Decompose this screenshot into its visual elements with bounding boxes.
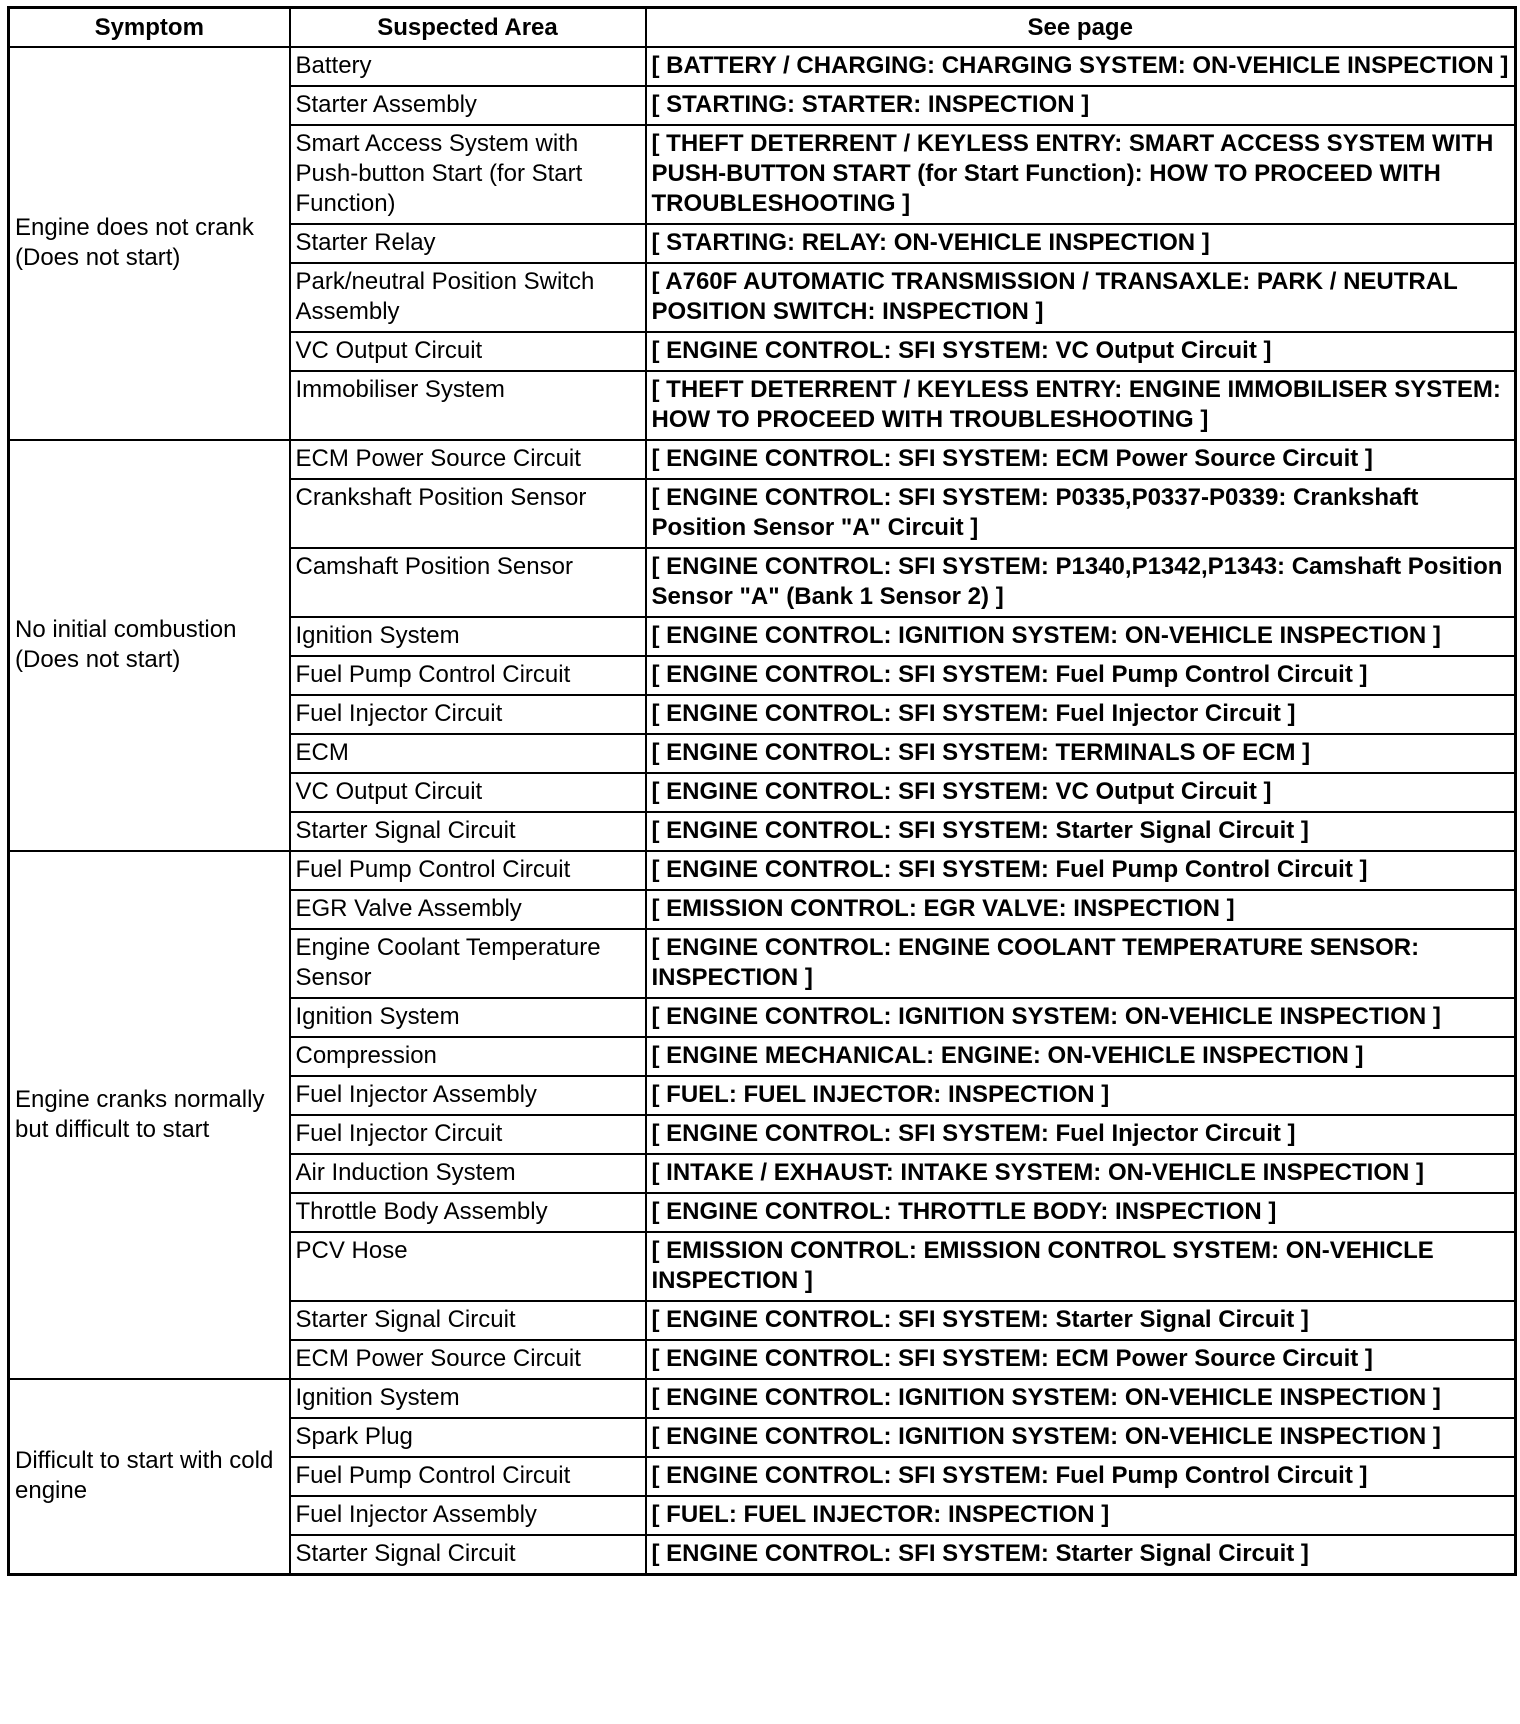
suspected-area-cell: Ignition System — [290, 998, 646, 1037]
symptom-cell: No initial combustion (Does not start) — [9, 440, 290, 851]
suspected-area-cell: EGR Valve Assembly — [290, 890, 646, 929]
suspected-area-cell: Camshaft Position Sensor — [290, 548, 646, 617]
see-page-cell: [ THEFT DETERRENT / KEYLESS ENTRY: SMART ACCESS SYSTEM WITH PUSH-BUTTON START (for Start Function): HOW TO PROCEED WITH TROUBLESHOOTING ] — [646, 125, 1516, 224]
header-row — [9, 8, 1516, 48]
see-page-cell: [ ENGINE MECHANICAL: ENGINE: ON-VEHICLE INSPECTION ] — [646, 1037, 1516, 1076]
suspected-area-cell: Starter Signal Circuit — [290, 812, 646, 851]
see-page-cell: [ ENGINE CONTROL: SFI SYSTEM: Fuel Injector Circuit ] — [646, 1115, 1516, 1154]
suspected-area-cell: ECM Power Source Circuit — [290, 440, 646, 479]
table-row — [9, 47, 1516, 86]
see-page-cell: [ ENGINE CONTROL: SFI SYSTEM: P0335,P0337-P0339: Crankshaft Position Sensor "A" Circuit ] — [646, 479, 1516, 548]
see-page-cell: [ STARTING: STARTER: INSPECTION ] — [646, 86, 1516, 125]
see-page-cell: [ ENGINE CONTROL: SFI SYSTEM: Fuel Pump Control Circuit ] — [646, 1457, 1516, 1496]
header-suspected-area: Suspected Area — [290, 8, 646, 48]
suspected-area-cell: ECM — [290, 734, 646, 773]
suspected-area-cell: Compression — [290, 1037, 646, 1076]
see-page-cell: [ ENGINE CONTROL: IGNITION SYSTEM: ON-VEHICLE INSPECTION ] — [646, 1379, 1516, 1418]
suspected-area-cell: Fuel Injector Circuit — [290, 695, 646, 734]
see-page-cell: [ ENGINE CONTROL: SFI SYSTEM: VC Output Circuit ] — [646, 332, 1516, 371]
suspected-area-cell: Starter Assembly — [290, 86, 646, 125]
see-page-cell: [ ENGINE CONTROL: SFI SYSTEM: Starter Signal Circuit ] — [646, 812, 1516, 851]
see-page-cell: [ ENGINE CONTROL: SFI SYSTEM: TERMINALS OF ECM ] — [646, 734, 1516, 773]
suspected-area-cell: Engine Coolant Temperature Sensor — [290, 929, 646, 998]
see-page-cell: [ ENGINE CONTROL: SFI SYSTEM: Starter Signal Circuit ] — [646, 1535, 1516, 1575]
header-see-page: See page — [646, 8, 1516, 48]
see-page-cell: [ INTAKE / EXHAUST: INTAKE SYSTEM: ON-VEHICLE INSPECTION ] — [646, 1154, 1516, 1193]
see-page-cell: [ BATTERY / CHARGING: CHARGING SYSTEM: ON-VEHICLE INSPECTION ] — [646, 47, 1516, 86]
see-page-cell: [ STARTING: RELAY: ON-VEHICLE INSPECTION ] — [646, 224, 1516, 263]
problem-symptoms-table — [7, 6, 1517, 1576]
suspected-area-cell: Fuel Injector Circuit — [290, 1115, 646, 1154]
suspected-area-cell: Fuel Injector Assembly — [290, 1076, 646, 1115]
table-row — [9, 851, 1516, 890]
see-page-cell: [ A760F AUTOMATIC TRANSMISSION / TRANSAXLE: PARK / NEUTRAL POSITION SWITCH: INSPECTION ] — [646, 263, 1516, 332]
suspected-area-cell: Throttle Body Assembly — [290, 1193, 646, 1232]
suspected-area-cell: Starter Signal Circuit — [290, 1535, 646, 1575]
table-row — [9, 1379, 1516, 1418]
header-symptom: Symptom — [9, 8, 290, 48]
suspected-area-cell: VC Output Circuit — [290, 332, 646, 371]
table-header — [9, 8, 1516, 48]
suspected-area-cell: Park/neutral Position Switch Assembly — [290, 263, 646, 332]
suspected-area-cell: Starter Relay — [290, 224, 646, 263]
see-page-cell: [ ENGINE CONTROL: SFI SYSTEM: VC Output Circuit ] — [646, 773, 1516, 812]
suspected-area-cell: Air Induction System — [290, 1154, 646, 1193]
see-page-cell: [ ENGINE CONTROL: SFI SYSTEM: ECM Power Source Circuit ] — [646, 440, 1516, 479]
suspected-area-cell: Fuel Injector Assembly — [290, 1496, 646, 1535]
symptom-cell: Engine does not crank (Does not start) — [9, 47, 290, 440]
symptom-cell: Difficult to start with cold engine — [9, 1379, 290, 1575]
see-page-cell: [ ENGINE CONTROL: SFI SYSTEM: Starter Signal Circuit ] — [646, 1301, 1516, 1340]
see-page-cell: [ THEFT DETERRENT / KEYLESS ENTRY: ENGINE IMMOBILISER SYSTEM: HOW TO PROCEED WITH TROUBLESHOOTING ] — [646, 371, 1516, 440]
see-page-cell: [ EMISSION CONTROL: EGR VALVE: INSPECTION ] — [646, 890, 1516, 929]
see-page-cell: [ ENGINE CONTROL: IGNITION SYSTEM: ON-VEHICLE INSPECTION ] — [646, 998, 1516, 1037]
suspected-area-cell: VC Output Circuit — [290, 773, 646, 812]
see-page-cell: [ ENGINE CONTROL: THROTTLE BODY: INSPECTION ] — [646, 1193, 1516, 1232]
see-page-cell: [ FUEL: FUEL INJECTOR: INSPECTION ] — [646, 1496, 1516, 1535]
suspected-area-cell: Crankshaft Position Sensor — [290, 479, 646, 548]
suspected-area-cell: Battery — [290, 47, 646, 86]
suspected-area-cell: PCV Hose — [290, 1232, 646, 1301]
see-page-cell: [ FUEL: FUEL INJECTOR: INSPECTION ] — [646, 1076, 1516, 1115]
see-page-cell: [ ENGINE CONTROL: ENGINE COOLANT TEMPERATURE SENSOR: INSPECTION ] — [646, 929, 1516, 998]
suspected-area-cell: Ignition System — [290, 617, 646, 656]
see-page-cell: [ ENGINE CONTROL: IGNITION SYSTEM: ON-VEHICLE INSPECTION ] — [646, 1418, 1516, 1457]
suspected-area-cell: Ignition System — [290, 1379, 646, 1418]
symptom-cell: Engine cranks normally but difficult to start — [9, 851, 290, 1379]
suspected-area-cell: Fuel Pump Control Circuit — [290, 851, 646, 890]
see-page-cell: [ ENGINE CONTROL: SFI SYSTEM: ECM Power Source Circuit ] — [646, 1340, 1516, 1379]
suspected-area-cell: Fuel Pump Control Circuit — [290, 656, 646, 695]
table-body — [9, 47, 1516, 1575]
see-page-cell: [ ENGINE CONTROL: SFI SYSTEM: Fuel Pump Control Circuit ] — [646, 851, 1516, 890]
see-page-cell: [ ENGINE CONTROL: SFI SYSTEM: Fuel Pump Control Circuit ] — [646, 656, 1516, 695]
suspected-area-cell: Immobiliser System — [290, 371, 646, 440]
see-page-cell: [ ENGINE CONTROL: SFI SYSTEM: P1340,P1342,P1343: Camshaft Position Sensor "A" (Bank 1 Sensor 2) ] — [646, 548, 1516, 617]
suspected-area-cell: ECM Power Source Circuit — [290, 1340, 646, 1379]
suspected-area-cell: Spark Plug — [290, 1418, 646, 1457]
suspected-area-cell: Starter Signal Circuit — [290, 1301, 646, 1340]
table-row — [9, 440, 1516, 479]
see-page-cell: [ ENGINE CONTROL: IGNITION SYSTEM: ON-VEHICLE INSPECTION ] — [646, 617, 1516, 656]
see-page-cell: [ ENGINE CONTROL: SFI SYSTEM: Fuel Injector Circuit ] — [646, 695, 1516, 734]
see-page-cell: [ EMISSION CONTROL: EMISSION CONTROL SYSTEM: ON-VEHICLE INSPECTION ] — [646, 1232, 1516, 1301]
suspected-area-cell: Fuel Pump Control Circuit — [290, 1457, 646, 1496]
suspected-area-cell: Smart Access System with Push-button Start (for Start Function) — [290, 125, 646, 224]
